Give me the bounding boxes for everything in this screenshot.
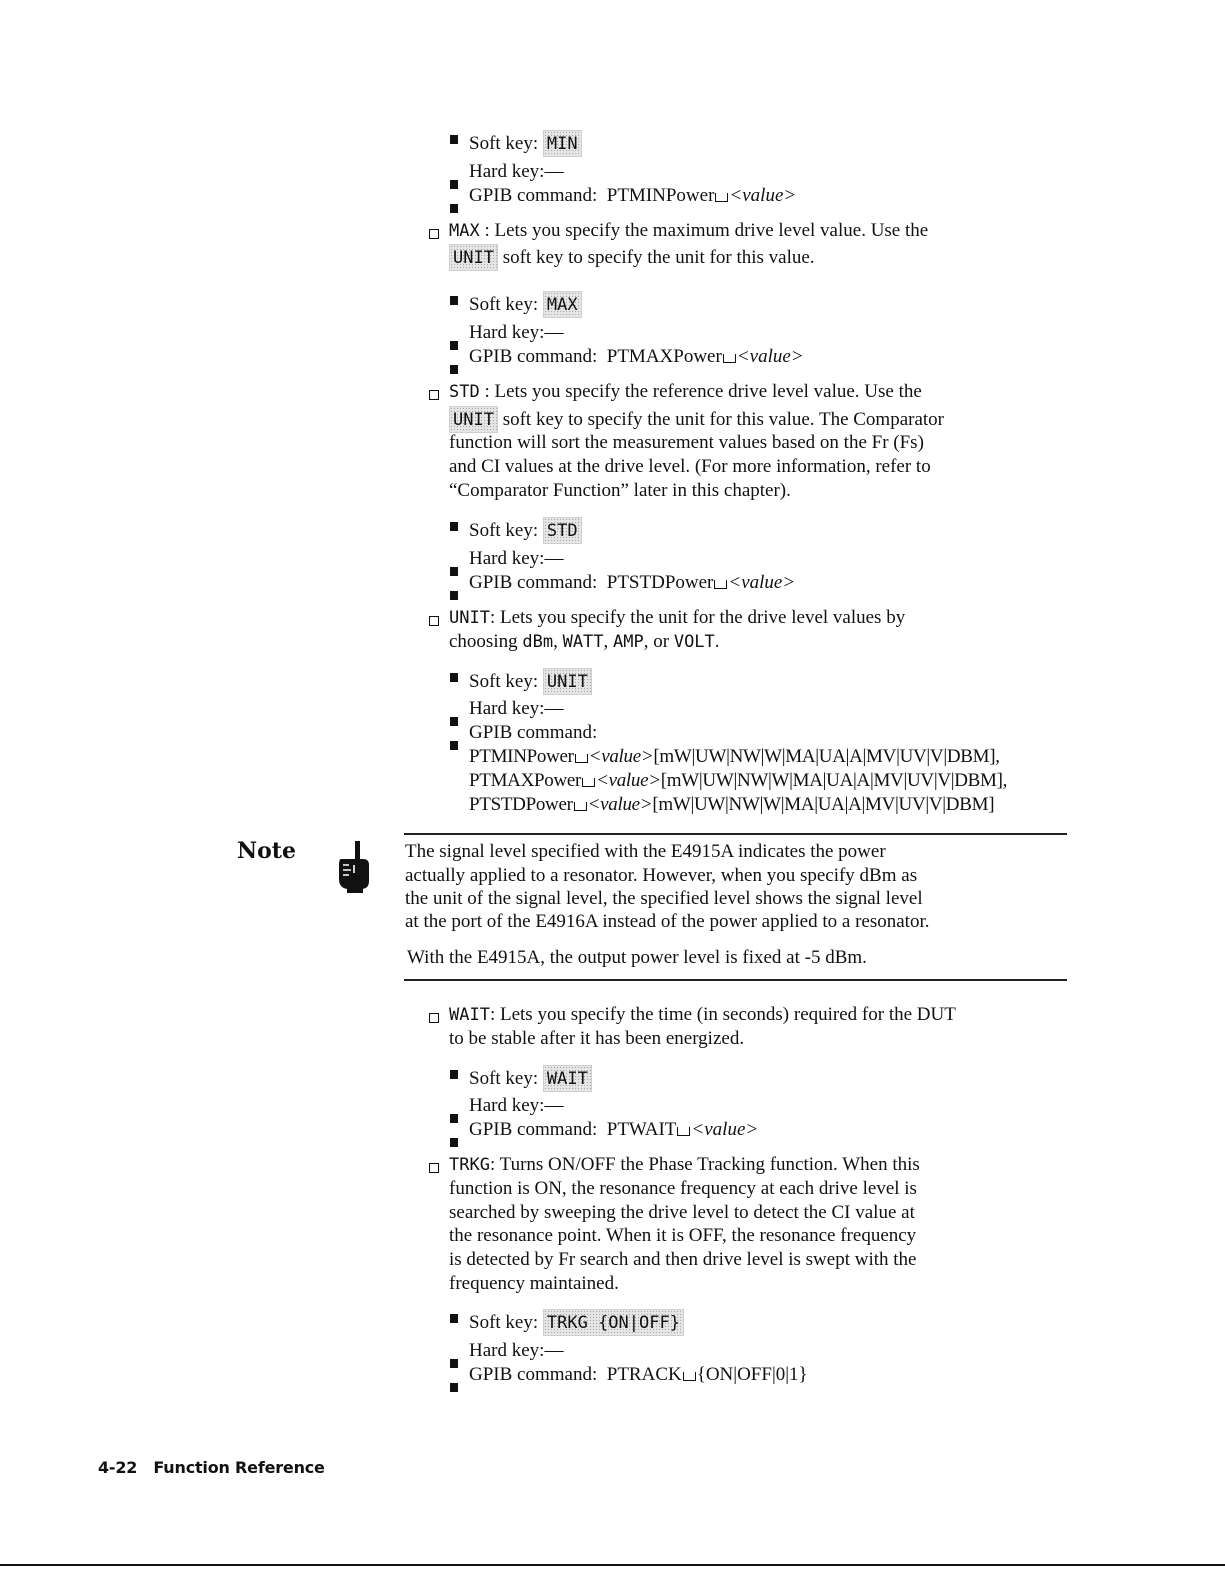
bullet-icon xyxy=(450,1138,458,1147)
bullet-icon xyxy=(450,365,458,374)
gpib-command-line: GPIB command: xyxy=(469,722,598,743)
note-line: The signal level specified with the E4915A indicates the power xyxy=(405,841,886,862)
max-description: MAX : Lets you specify the maximum drive level value. Use the xyxy=(449,220,929,241)
trkg-description-line: frequency maintained. xyxy=(449,1273,619,1294)
gpib-command-line: GPIB command: PTMINPower <value> xyxy=(469,185,797,206)
bullet-icon xyxy=(450,180,458,189)
note-line: at the port of the E4916A instead of the power applied to a resonator. xyxy=(405,911,930,932)
note-line: actually applied to a resonator. However, when you specify dBm as xyxy=(405,865,918,886)
bullet-icon xyxy=(450,673,458,682)
space-symbol-icon xyxy=(574,802,587,811)
soft-key-line: Soft key: MIN xyxy=(469,130,582,157)
bullet-icon xyxy=(450,567,458,576)
page-footer xyxy=(98,1458,325,1477)
trkg-description: TRKG: Turns ON/OFF the Phase Tracking function. When this xyxy=(449,1154,920,1175)
std-description-cont: UNIT soft key to specify the unit for this value. The Comparator xyxy=(449,406,944,433)
space-symbol-icon xyxy=(714,580,727,589)
softkey-unit: UNIT xyxy=(543,668,592,695)
checkbox-bullet-icon xyxy=(429,1013,439,1023)
softkey-unit: UNIT xyxy=(449,406,498,433)
hard-key-line: Hard key:— xyxy=(469,161,564,182)
std-description-line: “Comparator Function” later in this chapter). xyxy=(449,480,791,501)
trkg-description-line: the resonance point. When it is OFF, the resonance frequency xyxy=(449,1225,917,1246)
trkg-description-line: function is ON, the resonance frequency at each drive level is xyxy=(449,1178,917,1199)
space-symbol-icon xyxy=(575,754,588,763)
soft-key-line: Soft key: TRKG {ON|OFF} xyxy=(469,1309,684,1336)
gpib-command-max: PTMAXPower <value>[mW|UW|NW|W|MA|UA|A|MV|UV|V|DBM], xyxy=(469,770,1008,791)
gpib-command-min: PTMINPower <value>[mW|UW|NW|W|MA|UA|A|MV|UV|V|DBM], xyxy=(469,746,1000,767)
bullet-icon xyxy=(450,1383,458,1392)
soft-key-line: Soft key: WAIT xyxy=(469,1065,592,1092)
space-symbol-icon xyxy=(677,1127,690,1136)
max-description-cont: UNIT soft key to specify the unit for this value. xyxy=(449,244,815,271)
bullet-icon xyxy=(450,341,458,350)
bottom-border xyxy=(0,1564,1225,1566)
bullet-icon xyxy=(450,591,458,600)
space-symbol-icon xyxy=(715,193,728,202)
hard-key-line: Hard key:— xyxy=(469,698,564,719)
note-line: With the E4915A, the output power level is fixed at -5 dBm. xyxy=(407,947,867,968)
space-symbol-icon xyxy=(723,354,736,363)
soft-key-line: Soft key: STD xyxy=(469,517,582,544)
bullet-icon xyxy=(450,1359,458,1368)
soft-key-line: Soft key: UNIT xyxy=(469,668,592,695)
pointing-hand-icon xyxy=(335,839,371,895)
gpib-command-std: PTSTDPower <value>[mW|UW|NW|W|MA|UA|A|MV|UV|V|DBM] xyxy=(469,794,995,815)
bullet-icon xyxy=(450,135,458,144)
space-symbol-icon xyxy=(582,778,595,787)
std-description: STD : Lets you specify the reference drive level value. Use the xyxy=(449,381,922,402)
gpib-command-line: GPIB command: PTRACK {ON|OFF|0|1} xyxy=(469,1364,808,1385)
checkbox-bullet-icon xyxy=(429,1163,439,1173)
space-symbol-icon xyxy=(683,1372,696,1381)
page-number: 4-22 xyxy=(98,1458,138,1477)
note-label: Note xyxy=(237,838,296,864)
bullet-icon xyxy=(450,522,458,531)
unit-description: UNIT: Lets you specify the unit for the drive level values by xyxy=(449,607,906,628)
softkey-unit: UNIT xyxy=(449,244,498,271)
trkg-description-line: is detected by Fr search and then drive level is swept with the xyxy=(449,1249,917,1270)
gpib-command-line: GPIB command: PTSTDPower <value> xyxy=(469,572,796,593)
bullet-icon xyxy=(450,1114,458,1123)
wait-description: WAIT: Lets you specify the time (in seconds) required for the DUT xyxy=(449,1004,956,1025)
bullet-icon xyxy=(450,741,458,750)
hard-key-line: Hard key:— xyxy=(469,322,564,343)
bullet-icon xyxy=(450,1314,458,1323)
gpib-command-line: GPIB command: PTMAXPower <value> xyxy=(469,346,804,367)
wait-description-line: to be stable after it has been energized. xyxy=(449,1028,745,1049)
softkey-max: MAX xyxy=(543,291,582,318)
note-top-rule xyxy=(404,833,1067,835)
bullet-icon xyxy=(450,204,458,213)
softkey-trkg: TRKG {ON|OFF} xyxy=(543,1309,684,1336)
checkbox-bullet-icon xyxy=(429,616,439,626)
checkbox-bullet-icon xyxy=(429,229,439,239)
bullet-icon xyxy=(450,1070,458,1079)
std-description-line: and CI values at the drive level. (For more information, refer to xyxy=(449,456,931,477)
hard-key-line: Hard key:— xyxy=(469,1340,564,1361)
softkey-std: STD xyxy=(543,517,582,544)
checkbox-bullet-icon xyxy=(429,390,439,400)
soft-key-line: Soft key: MAX xyxy=(469,291,582,318)
softkey-min: MIN xyxy=(543,130,582,157)
std-description-line: function will sort the measurement values based on the Fr (Fs) xyxy=(449,432,924,453)
softkey-wait: WAIT xyxy=(543,1065,592,1092)
trkg-description-line: searched by sweeping the drive level to detect the CI value at xyxy=(449,1202,915,1223)
unit-description-cont: choosing dBm, WATT, AMP, or VOLT. xyxy=(449,631,720,652)
bullet-icon xyxy=(450,717,458,726)
gpib-command-line: GPIB command: PTWAIT <value> xyxy=(469,1119,759,1140)
bullet-icon xyxy=(450,296,458,305)
section-title: Function Reference xyxy=(153,1458,325,1477)
hard-key-line: Hard key:— xyxy=(469,1095,564,1116)
note-bottom-rule xyxy=(404,979,1067,981)
hard-key-line: Hard key:— xyxy=(469,548,564,569)
note-line: the unit of the signal level, the specified level shows the signal level xyxy=(405,888,923,909)
